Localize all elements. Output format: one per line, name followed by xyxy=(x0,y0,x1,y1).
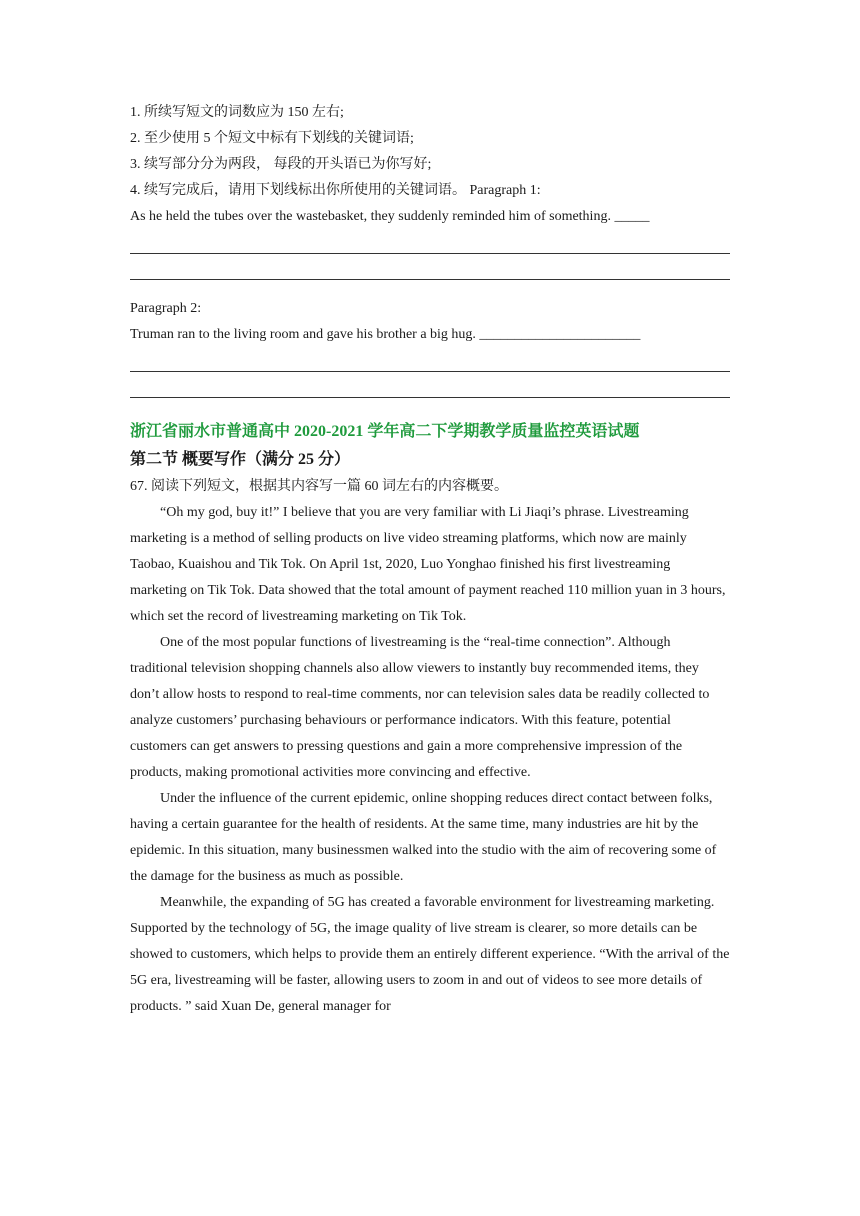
requirement-3: 3. 续写部分分为两段， 每段的开头语已为你写好; xyxy=(130,157,432,172)
paragraph1-opening: As he held the tubes over the wastebasket, they suddenly reminded him of something. _____ xyxy=(130,209,650,224)
requirement-1: 1. 所续写短文的词数应为 150 左右; xyxy=(130,105,344,120)
paragraph2-opening: Truman ran to the living room and gave his brother a big hug. _______________________ xyxy=(130,327,641,342)
paragraph2-label: Paragraph 2: xyxy=(130,301,202,316)
passage-paragraph: “Oh my god, buy it!” I believe that you are very familiar with Li Jiaqi’s phrase. Livestreaming marketing is a method of selling products on live video streaming platforms, which now are mainly Taobao, Kuaishou and Tik Tok. On April 1st, 2020, Luo Yonghao finished his first livestreaming marketing on Tik Tok. Data showed that the total amount of payment reached 110 million yuan in 3 hours, which set the record of livestreaming marketing on Tik Tok. xyxy=(130,505,726,624)
passage-paragraph: Under the influence of the current epidemic, online shopping reduces direct contact between folks, having a certain guarantee for the health of residents. At the same time, many industries are hit by the epidemic. In this situation, many businessmen walked into the studio with the aim of recovering some of the damage for the business as much as possible. xyxy=(130,791,717,884)
passage-paragraph: One of the most popular functions of livestreaming is the “real-time connection”. Although traditional television shopping channels also allow viewers to instantly buy recommended items, they don’t allow hosts to respond to real-time comments, nor can television sales data be readily collected to analyze customers’ purchasing behaviours or performance indicators. With this feature, potential customers can get answers to pressing questions and gain a more comprehensive impression of the products, making promotional activities more convincing and effective. xyxy=(130,635,710,780)
section-title: 浙江省丽水市普通高中 2020-2021 学年高二下学期教学质量监控英语试题 xyxy=(130,423,640,440)
passage-paragraph: Meanwhile, the expanding of 5G has created a favorable environment for livestreaming marketing. Supported by the technology of 5G, the image quality of live stream is clearer, so more details can be showed to customers, which helps to provide them an entirely different experience. “With the arrival of the 5G era, livestreaming will be faster, allowing users to zoom in and out of videos to see more details of products. ” said Xuan De, general manager for xyxy=(130,895,730,1014)
answer-line xyxy=(130,348,730,374)
requirement-2: 2. 至少使用 5 个短文中标有下划线的关键词语; xyxy=(130,131,414,146)
document-page xyxy=(130,100,730,1020)
answer-line xyxy=(130,256,730,282)
answer-line xyxy=(130,230,730,256)
answer-line xyxy=(130,374,730,400)
task-instruction: 67. 阅读下列短文，根据其内容写一篇 60 词左右的内容概要。 xyxy=(130,479,508,494)
section-subtitle: 第二节 概要写作（满分 25 分） xyxy=(130,451,351,468)
requirement-4: 4. 续写完成后，请用下划线标出你所使用的关键词语。 Paragraph 1: xyxy=(130,183,541,198)
